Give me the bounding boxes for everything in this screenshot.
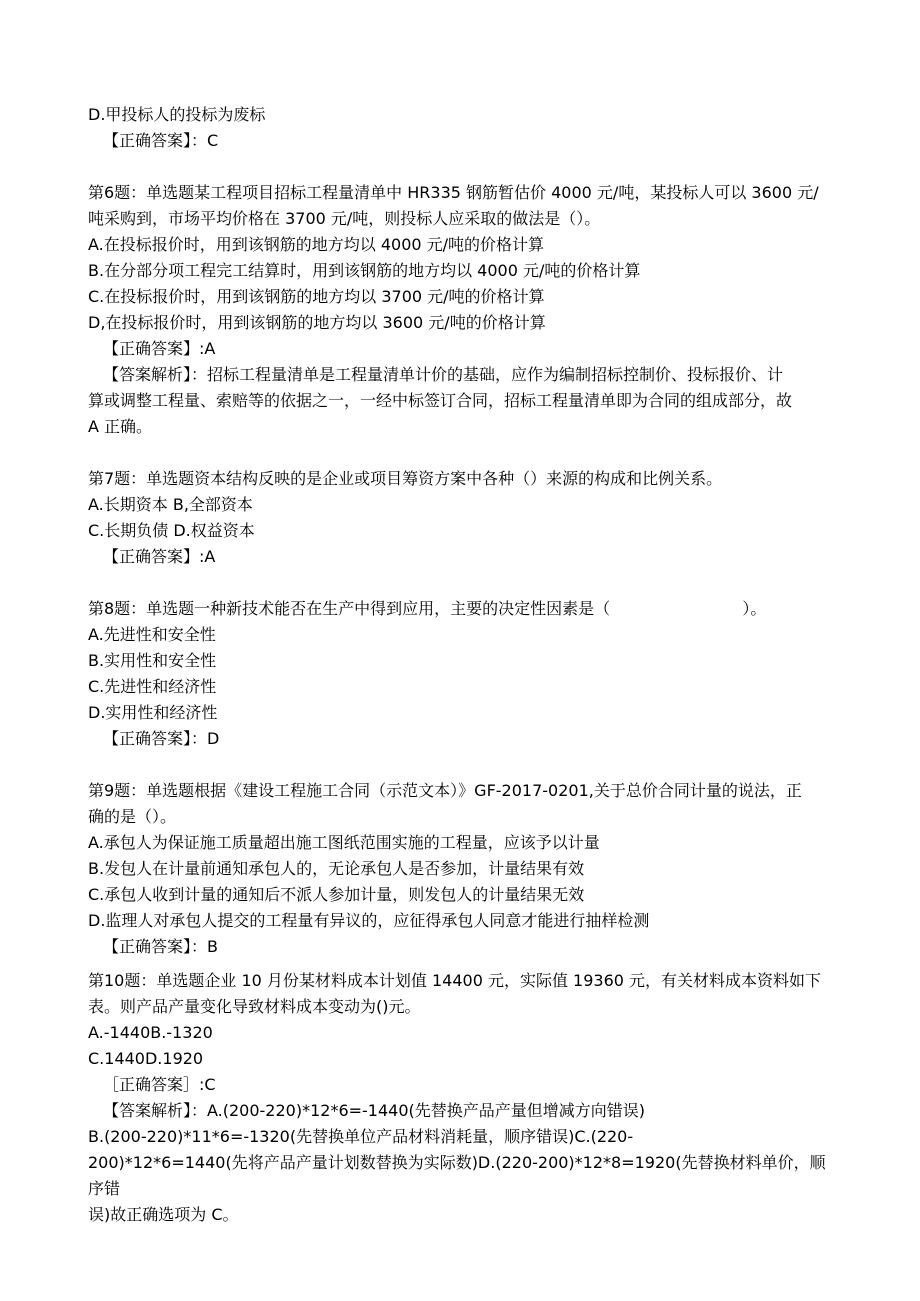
- text-line: A 正确。: [88, 417, 153, 436]
- text-line: A.承包人为保证施工质量超出施工图纸范围实施的工程量，应该予以计量: [88, 833, 600, 852]
- text-line: D.甲投标人的投标为废标: [88, 105, 266, 124]
- text-line: 200)*12*6=1440(先将产品产量计划数替换为实际数)D.(220-200)*12*8=1920(先替换材料单价，顺序错: [88, 1153, 826, 1198]
- text-line: C.1440D.1920: [88, 1049, 204, 1068]
- text-line: A.-1440B.-1320: [88, 1023, 213, 1042]
- text-line: 吨采购到，市场平均价格在 3700 元/吨，则投标人应采取的做法是（）。: [88, 209, 601, 228]
- text-line: C.承包人收到计量的通知后不派人参加计量，则发包人的计量结果无效: [88, 885, 585, 904]
- question-8: [88, 596, 840, 752]
- text-line: D.监理人对承包人提交的工程量有异议的，应征得承包人同意才能进行抽样检测: [88, 911, 650, 930]
- text-line: B.(200-220)*11*6=-1320(先替换单位产品材料消耗量，顺序错误)C.(220-: [88, 1127, 634, 1146]
- text-line: A.长期资本 B,全部资本: [88, 495, 253, 514]
- text-line: ［正确答案］:C: [103, 1075, 216, 1094]
- text-line: B.在分部分项工程完工结算时，用到该钢筋的地方均以 4000 元/吨的价格计算: [88, 261, 641, 280]
- text-line: 表。则产品产量变化导致材料成本变动为()元。: [88, 997, 421, 1016]
- text-line: 【正确答案】:A: [103, 339, 216, 358]
- text-line: C.在投标报价时，用到该钢筋的地方均以 3700 元/吨的价格计算: [88, 287, 545, 306]
- text-line: D.实用性和经济性: [88, 703, 218, 722]
- question-10: [88, 968, 840, 1228]
- text-line: C.长期负债 D.权益资本: [88, 521, 255, 540]
- text-line: 第8题：单选题一种新技术能否在生产中得到应用，主要的决定性因素是（ ）。: [88, 599, 767, 618]
- text-line: 第7题：单选题资本结构反映的是企业或项目筹资方案中各种（）来源的构成和比例关系。: [88, 469, 723, 488]
- text-line: 【答案解析】：招标工程量清单是工程量清单计价的基础，应作为编制招标控制价、投标报价、计: [103, 365, 784, 384]
- text-line: 误)故正确选项为 C。: [88, 1205, 239, 1224]
- text-line: A.在投标报价时，用到该钢筋的地方均以 4000 元/吨的价格计算: [88, 235, 545, 254]
- text-line: 【答案解析】：A.(200-220)*12*6=-1440(先替换产品产量但增减方向错误): [103, 1101, 646, 1120]
- text-line: 第6题：单选题某工程项目招标工程量清单中 HR335 钢筋暂估价 4000 元/吨，某投标人可以 3600 元/: [88, 183, 819, 202]
- text-line: 【正确答案】：B: [103, 937, 218, 956]
- text-line: B.实用性和安全性: [88, 651, 217, 670]
- text-line: 【正确答案】：C: [103, 131, 219, 150]
- text-line: C.先进性和经济性: [88, 677, 217, 696]
- text-line: 算或调整工程量、索赔等的依据之一，一经中标签订合同，招标工程量清单即为合同的组成部分，故: [88, 391, 793, 410]
- text-line: 第9题：单选题根据《建设工程施工合同（示范文本）》GF-2017-0201,关于总价合同计量的说法，正: [88, 781, 802, 800]
- text-line: 第10题：单选题企业 10 月份某材料成本计划值 14400 元，实际值 19360 元，有关材料成本资料如下: [88, 971, 822, 990]
- question-5-tail: [88, 102, 840, 154]
- text-line: 【正确答案】：D: [103, 729, 220, 748]
- text-line: A.先进性和安全性: [88, 625, 216, 644]
- text-line: 【正确答案】:A: [103, 547, 216, 566]
- text-line: B.发包人在计量前通知承包人的，无论承包人是否参加，计量结果有效: [88, 859, 585, 878]
- question-7: [88, 466, 840, 570]
- question-9: [88, 778, 840, 960]
- text-line: 确的是（）。: [88, 807, 177, 826]
- question-6: [88, 180, 840, 440]
- text-line: D,在投标报价时，用到该钢筋的地方均以 3600 元/吨的价格计算: [88, 313, 546, 332]
